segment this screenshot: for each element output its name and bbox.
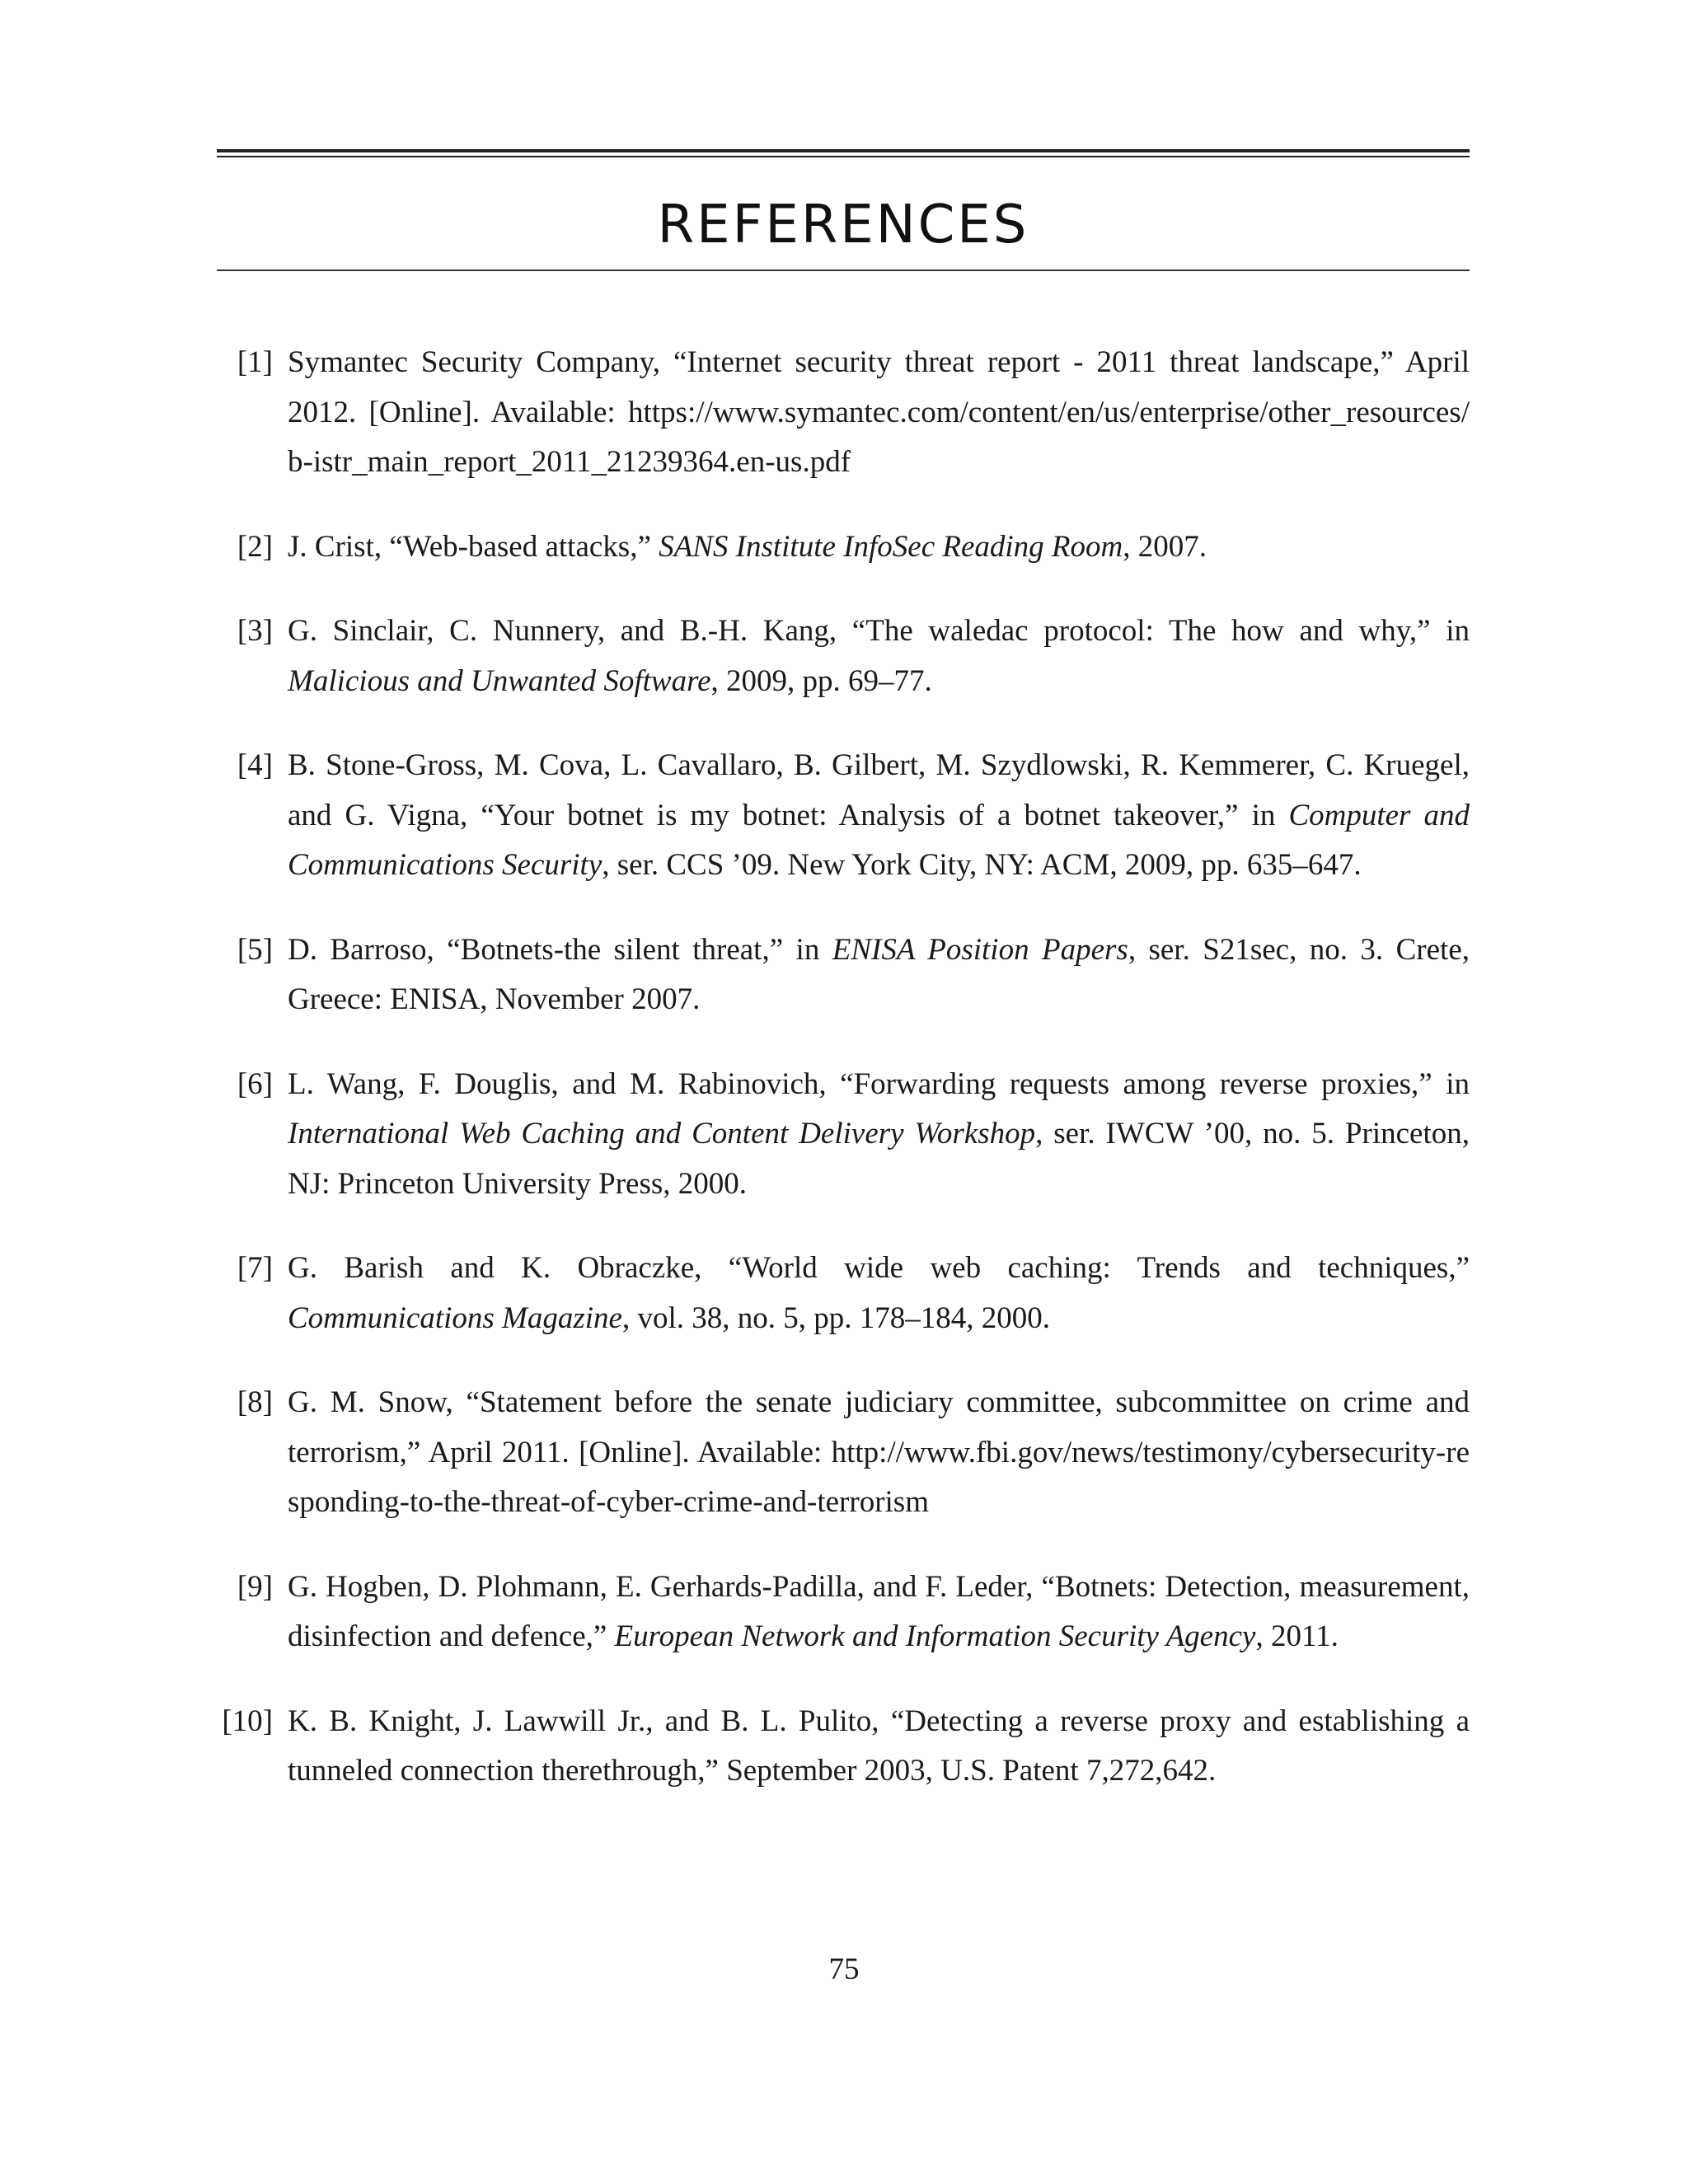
reference-venue: European Network and Information Security Agency xyxy=(614,1619,1256,1653)
reference-item-4 xyxy=(217,741,1470,891)
reference-venue: SANS Institute InfoSec Reading Room xyxy=(659,529,1123,564)
reference-item-2 xyxy=(217,523,1470,573)
top-double-rule xyxy=(217,149,1470,157)
reference-number: [3] xyxy=(237,614,273,648)
reference-item-1 xyxy=(217,338,1470,488)
reference-venue: Computer and Communications Security xyxy=(288,798,1470,882)
reference-number: [2] xyxy=(237,529,273,564)
reference-item-10 xyxy=(217,1697,1470,1797)
reference-venue: International Web Caching and Content Delivery Workshop xyxy=(288,1117,1036,1151)
reference-number: [4] xyxy=(237,748,273,782)
reference-venue: Malicious and Unwanted Software xyxy=(288,663,711,698)
reference-text: G. Barish and K. Obraczke, “World wide web caching: Trends and techniques,” Communications Magazine, vol. 38, no. 5, pp. 178–184, 2000. xyxy=(288,1251,1470,1335)
page-heading: REFERENCES xyxy=(657,194,1029,255)
reference-item-9 xyxy=(217,1563,1470,1662)
reference-number: [1] xyxy=(237,345,273,379)
reference-number: [5] xyxy=(237,932,273,967)
reference-text: G. Hogben, D. Plohmann, E. Gerhards-Padilla, and F. Leder, “Botnets: Detection, measurement, disinfection and defence,” European Network and Information Security Agency, 2011. xyxy=(288,1569,1470,1653)
page-number: 75 xyxy=(828,1952,860,1986)
reference-text: K. B. Knight, J. Lawwill Jr., and B. L. Pulito, “Detecting a reverse proxy and establishing a tunneled connection therethrough,” September 2003, U.S. Patent 7,272,642. xyxy=(288,1704,1470,1788)
reference-item-5 xyxy=(217,926,1470,1025)
reference-text: L. Wang, F. Douglis, and M. Rabinovich, “Forwarding requests among reverse proxies,” in International Web Caching and Content Delivery Workshop, ser. IWCW ’00, no. 5. Princeton, NJ: Princeton University Press, 2000. xyxy=(288,1066,1470,1201)
reference-text: J. Crist, “Web-based attacks,” SANS Institute InfoSec Reading Room, 2007. xyxy=(288,529,1207,564)
reference-number: [10] xyxy=(222,1704,273,1738)
reference-list xyxy=(217,338,1470,1831)
reference-venue: ENISA Position Papers xyxy=(832,932,1128,967)
reference-number: [9] xyxy=(237,1569,273,1604)
heading-underline xyxy=(217,269,1470,271)
reference-number: [7] xyxy=(237,1251,273,1285)
reference-item-6 xyxy=(217,1060,1470,1210)
reference-text: D. Barroso, “Botnets-the silent threat,” in ENISA Position Papers, ser. S21sec, no. 3. Crete, Greece: ENISA, November 2007. xyxy=(288,932,1470,1016)
reference-item-8 xyxy=(217,1378,1470,1528)
reference-url[interactable]: https://www.symantec.com/content/en/us/enterprise/other_resources/b-istr_main_report_2011_21239364.en-us.pdf xyxy=(288,395,1470,479)
reference-number: [8] xyxy=(237,1385,273,1419)
reference-text: G. Sinclair, C. Nunnery, and B.-H. Kang, “The waledac protocol: The how and why,” in Malicious and Unwanted Software, 2009, pp. 69–77. xyxy=(288,614,1470,698)
reference-venue: Communications Magazine xyxy=(288,1301,622,1335)
reference-text: Symantec Security Company, “Internet security threat report - 2011 threat landscape,” April 2012. [Online]. Available: https://www.symantec.com/content/en/us/enterprise/other_resources/b-istr_main_report_2011_21239364.en-us.pdf xyxy=(288,345,1470,479)
reference-text: G. M. Snow, “Statement before the senate judiciary committee, subcommittee on crime and terrorism,” April 2011. [Online]. Available: http://www.fbi.gov/news/testimony/cybersecurity-responding-to-the-threat-of-cyber-crime-and-terrorism xyxy=(288,1385,1470,1519)
reference-item-3 xyxy=(217,607,1470,706)
reference-url[interactable]: http://www.fbi.gov/news/testimony/cybersecurity-responding-to-the-threat-of-cyber-crime-and-terrorism xyxy=(288,1435,1470,1519)
reference-item-7 xyxy=(217,1244,1470,1343)
reference-number: [6] xyxy=(237,1066,273,1101)
reference-text: B. Stone-Gross, M. Cova, L. Cavallaro, B. Gilbert, M. Szydlowski, R. Kemmerer, C. Kruegel, and G. Vigna, “Your botnet is my botnet: Analysis of a botnet takeover,” in Computer and Communications Security, ser. CCS ’09. New York City, NY: ACM, 2009, pp. 635–647. xyxy=(288,748,1470,882)
